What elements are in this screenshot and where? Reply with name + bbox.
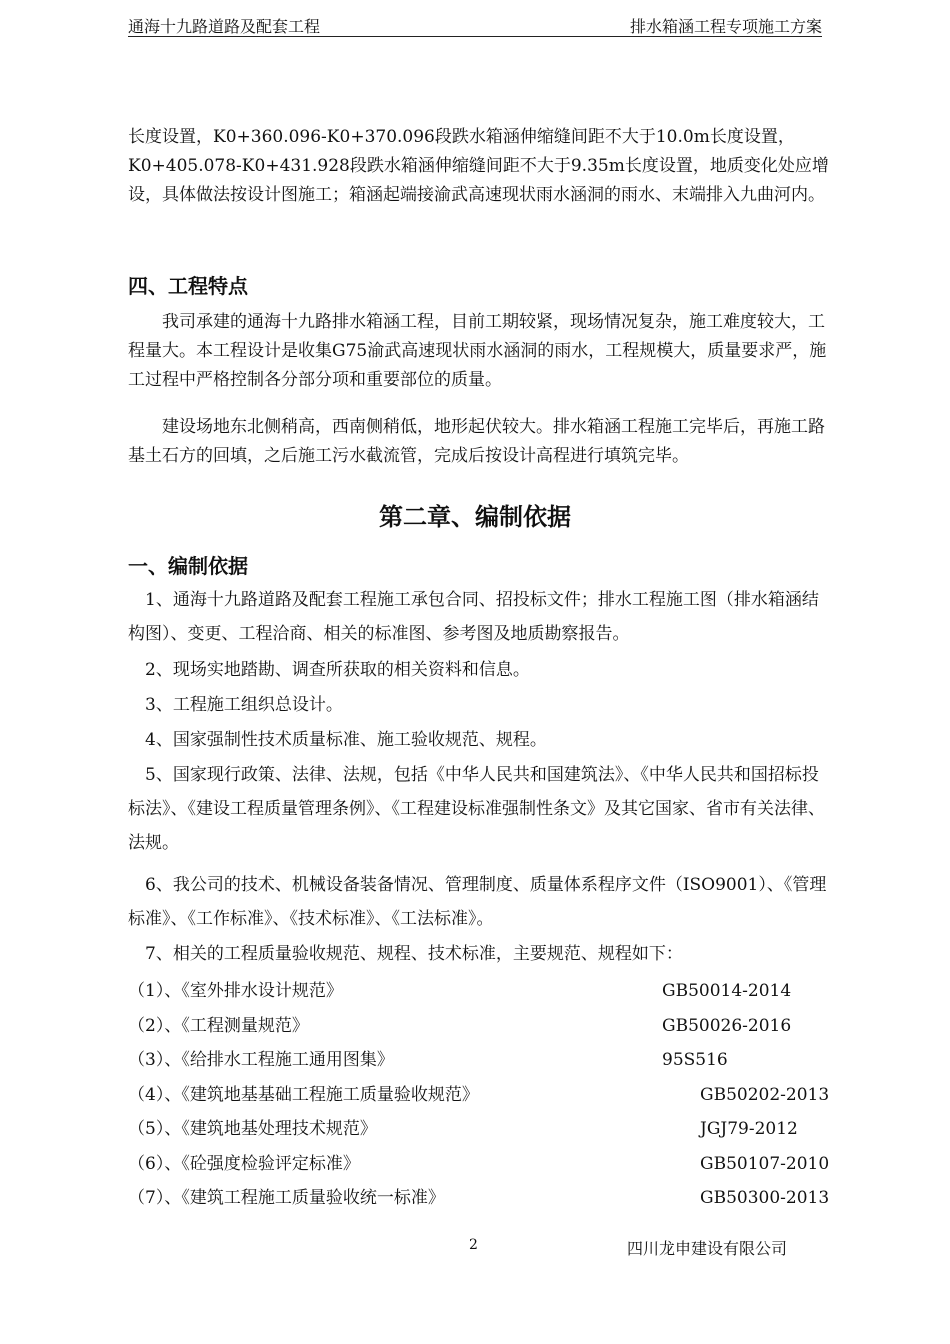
standard-code: GB50026-2016 [662,1015,792,1036]
header-document-title: 排水箱涵工程专项施工方案 [629,17,822,36]
page-header [128,14,822,37]
section-4-paragraph-2: 建设场地东北侧稍高，西南侧稍低，地形起伏较大。排水箱涵工程施工完毕后，再施工路基土石方的回填，之后施工污水截流管，完成后按设计高程进行填筑完毕。 [128,417,825,466]
basis-item-1: 1、通海十九路道路及配套工程施工承包合同、招投标文件；排水工程施工图（排水箱涵结构图）、变更、工程洽商、相关的标准图、参考图及地质勘察报告。 [128,590,819,644]
page-number: 2 [469,1237,478,1253]
basis-item-3: 3、工程施工组织总设计。 [145,695,343,715]
standard-name: （4）、《建筑地基基础工程施工质量验收规范》 [128,1084,479,1105]
standards-list [128,974,832,1216]
basis-item-5: 5、国家现行政策、法律、法规，包括《中华人民共和国建筑法》、《中华人民共和国招标投标法》、《建设工程质量管理条例》、《工程建设标准强制性条文》及其它国家、省市有关法律、法规。 [128,765,825,853]
standard-code: GB50202-2013 [700,1084,830,1105]
standard-name: （6）、《砼强度检验评定标准》 [128,1153,360,1174]
standard-row [128,1181,832,1216]
standard-name: （5）、《建筑地基处理技术规范》 [128,1119,377,1139]
basis-item-6: 6、我公司的技术、机械设备装备情况、管理制度、质量体系程序文件（ISO9001）、《管理标准》、《工作标准》、《技术标准》、《工法标准》。 [128,875,827,929]
standard-name: （1）、《室外排水设计规范》 [128,981,343,1001]
footer-company-name: 四川龙申建设有限公司 [627,1239,788,1258]
standard-code: GB50300-2013 [700,1188,830,1208]
section-4-heading: 四、工程特点 [128,274,248,298]
standard-row [128,1147,832,1182]
header-project-name: 通海十九路道路及配套工程 [128,17,321,36]
standard-row [128,974,832,1009]
section-4-paragraph-1: 我司承建的通海十九路排水箱涵工程，目前工期较紧，现场情况复杂，施工难度较大，工程量大。本工程设计是收集G75渝武高速现状雨水涵洞的雨水，工程规模大，质量要求严，施工过程中严格控制各分部分项和重要部位的质量。 [128,312,827,390]
standard-row [128,1112,832,1147]
standard-name: （7）、《建筑工程施工质量验收统一标准》 [128,1188,445,1208]
standard-code: JGJ79-2012 [700,1119,798,1139]
standard-name: （2）、《工程测量规范》 [128,1015,309,1036]
basis-item-4: 4、国家强制性技术质量标准、施工验收规范、规程。 [145,730,547,750]
standard-row [128,1078,832,1113]
standard-code: GB50014-2014 [662,981,792,1001]
basis-item-2: 2、现场实地踏勘、调查所获取的相关资料和信息。 [145,660,530,680]
chapter-2-title: 第二章、编制依据 [379,503,571,531]
standard-name: （3）、《给排水工程施工通用图集》 [128,1050,394,1070]
intro-paragraph: 长度设置，K0+360.096-K0+370.096段跌水箱涵伸缩缝间距不大于10.0m长度设置，K0+405.078-K0+431.928段跌水箱涵伸缩缝间距不大于9.35m长度设置，地质变化处应增设，具体做法按设计图施工；箱涵起端接渝武高速现状雨水涵洞的雨水、末端排入九曲河内。 [128,127,829,205]
basis-section-heading: 一、编制依据 [128,554,248,578]
standard-code: GB50107-2010 [700,1153,830,1174]
standard-row [128,1043,832,1078]
standard-row [128,1009,832,1044]
standard-code: 95S516 [662,1050,728,1070]
basis-item-7: 7、相关的工程质量验收规范、规程、技术标准，主要规范、规程如下： [145,944,683,964]
